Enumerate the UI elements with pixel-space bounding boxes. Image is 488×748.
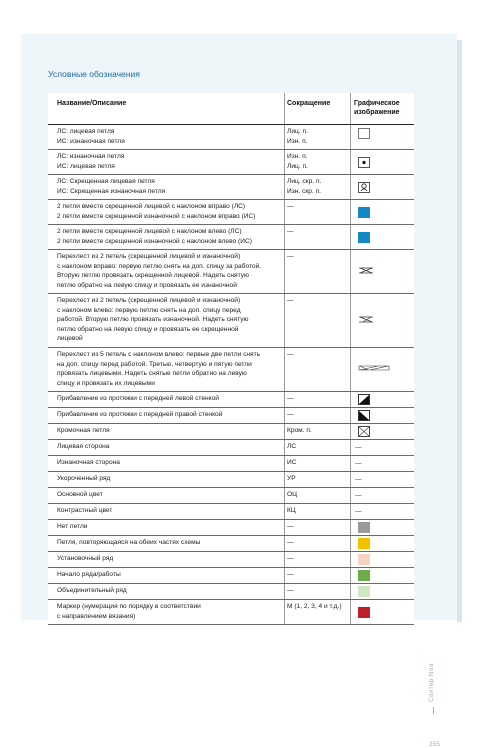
- row-description: [57, 552, 277, 567]
- description-line: ИС: лицевая петля: [57, 162, 115, 170]
- dash-symbol: —: [355, 492, 362, 499]
- row-abbreviation: [284, 440, 343, 455]
- description-line: с наклоном влево: первую петлю снять на доп. спицу перед: [57, 306, 241, 314]
- twisted-stitch-icon: [358, 182, 370, 192]
- row-abbreviation: [284, 584, 343, 599]
- description-line: работой. Вторую петлю провязать изнаночной. Надеть снятую: [57, 316, 249, 324]
- row-abbreviation: [284, 520, 343, 535]
- sidebar-book-title: Свитер Noa: [428, 663, 435, 702]
- table-row: [48, 568, 414, 584]
- description-line: ЛС: лицевая петля: [57, 128, 115, 135]
- row-graphic: [350, 150, 411, 174]
- page-edge-shadow: [457, 40, 462, 622]
- description-line: 2 петли вместе скрещенной изнаночной с наклоном вправо (ИС): [57, 212, 256, 220]
- description-line: Петля, повторяющаяся на обеих частях схемы: [57, 539, 201, 546]
- color-swatch-icon: [358, 607, 370, 618]
- row-description: [57, 520, 277, 535]
- row-graphic: [350, 200, 411, 224]
- abbreviation-line: Кром. п.: [287, 427, 312, 434]
- description-line: Маркер (нумерация по порядку в соответствии: [57, 603, 201, 610]
- row-graphic: [350, 568, 411, 583]
- row-description: [57, 504, 277, 519]
- description-line: Установочный ряд: [57, 555, 114, 562]
- row-description: [57, 125, 277, 149]
- row-graphic: [350, 504, 411, 519]
- abbreviation-line: Лиц. скр. п.: [287, 178, 322, 185]
- abbreviation-line: —: [287, 203, 294, 210]
- table-header: [48, 93, 414, 125]
- row-description: [57, 294, 277, 347]
- table-row: [48, 536, 414, 552]
- row-graphic: [350, 536, 411, 551]
- description-line: на доп. спицу перед работой. Третью, четвертую и пятую петли: [57, 360, 252, 368]
- row-abbreviation: [284, 488, 343, 503]
- row-graphic: [350, 472, 411, 487]
- knit-stitch-icon: [358, 128, 370, 138]
- row-abbreviation: [284, 424, 343, 439]
- description-line: ЛС: изнаночная петля: [57, 153, 125, 160]
- row-graphic: [350, 294, 411, 347]
- row-graphic: [350, 520, 411, 535]
- abbreviation-line: —: [287, 587, 294, 594]
- table-row: [48, 150, 414, 175]
- dash-symbol: —: [355, 444, 362, 451]
- row-description: [57, 536, 277, 551]
- abbreviation-line: Лиц. п.: [287, 128, 308, 135]
- table-row: [48, 600, 414, 625]
- row-description: [57, 568, 277, 583]
- row-abbreviation: [284, 536, 343, 551]
- abbreviation-line: Изн. п.: [287, 137, 308, 145]
- abbreviation-line: ИС: [287, 459, 297, 466]
- description-line: Прибавление из протяжки с передней правой стенкой: [57, 411, 223, 418]
- row-abbreviation: [284, 392, 343, 407]
- row-description: [57, 392, 277, 407]
- row-abbreviation: [284, 552, 343, 567]
- abbreviation-line: ОЦ: [287, 491, 298, 498]
- description-line: Перехлест из 2 петель (скрещенной лицевой и изнаночной): [57, 297, 241, 304]
- page-number: 255: [429, 741, 440, 748]
- description-line: ИС: изнаночная петля: [57, 137, 125, 145]
- row-description: [57, 488, 277, 503]
- abbreviation-line: —: [287, 571, 294, 578]
- description-line: Лицевая сторона: [57, 443, 110, 450]
- table-row: [48, 488, 414, 504]
- dash-symbol: —: [355, 508, 362, 515]
- table-row: [48, 408, 414, 424]
- row-graphic: [350, 392, 411, 407]
- table-row: [48, 348, 414, 392]
- row-abbreviation: [284, 175, 343, 199]
- row-description: [57, 150, 277, 174]
- row-graphic: [350, 250, 411, 293]
- table-row: [48, 584, 414, 600]
- header-abbr: Сокращение: [284, 93, 343, 124]
- description-line: с направлением вязания): [57, 612, 136, 620]
- color-swatch-icon: [358, 570, 370, 581]
- description-line: петлю обратно на левую спицу и провязать ее скрещенной: [57, 325, 239, 333]
- increase-left-icon: [358, 394, 370, 404]
- row-abbreviation: [284, 294, 343, 347]
- abbreviation-line: М (1, 2, 3, 4 и т.д.): [287, 603, 342, 610]
- abbreviation-line: Изн. скр. п.: [287, 187, 321, 195]
- blue-square-icon: [358, 207, 370, 218]
- table-row: [48, 456, 414, 472]
- sidebar-divider: [433, 707, 434, 714]
- description-line: Прибавление из протяжки с передней левой стенкой: [57, 395, 219, 402]
- abbreviation-line: —: [287, 228, 294, 235]
- description-line: Перехлест из 5 петель с наклоном влево: первые две петли снять: [57, 351, 261, 358]
- table-row: [48, 175, 414, 200]
- table-row: [48, 520, 414, 536]
- table-row: [48, 200, 414, 225]
- selvedge-icon: [358, 426, 370, 436]
- table-row: [48, 504, 414, 520]
- description-line: 2 петли вместе скрещенной изнаночной с наклоном влево (ИС): [57, 237, 252, 245]
- row-graphic: [350, 408, 411, 423]
- row-description: [57, 200, 277, 224]
- section-title: Условные обозначения: [48, 69, 140, 79]
- row-graphic: [350, 600, 411, 624]
- description-line: 2 петли вместе скрещенной лицевой с наклоном вправо (ЛС): [57, 203, 246, 210]
- header-name: Название/Описание: [57, 100, 127, 107]
- color-swatch-icon: [358, 586, 370, 597]
- description-line: петлю обратно на левую спицу и провязать ее изнаночной: [57, 281, 237, 289]
- row-description: [57, 584, 277, 599]
- description-line: Изнаночная сторона: [57, 459, 120, 466]
- table-row: [48, 424, 414, 440]
- abbreviation-line: —: [287, 555, 294, 562]
- row-abbreviation: [284, 250, 343, 293]
- abbreviation-line: Изн. п.: [287, 153, 308, 160]
- dash-symbol: —: [355, 476, 362, 483]
- dash-symbol: —: [355, 460, 362, 467]
- abbreviation-line: —: [287, 539, 294, 546]
- description-line: провязать лицевыми. Надеть снятые петли обратно на левую: [57, 370, 247, 378]
- abbreviation-line: Лиц. п.: [287, 162, 308, 170]
- row-graphic: [350, 125, 411, 149]
- table-row: [48, 472, 414, 488]
- row-graphic: [350, 424, 411, 439]
- abbreviation-line: ЛС: [287, 443, 297, 450]
- row-graphic: [350, 440, 411, 455]
- row-graphic: [350, 175, 411, 199]
- row-abbreviation: [284, 600, 343, 624]
- table-row: [48, 250, 414, 294]
- abbreviation-line: —: [287, 253, 294, 260]
- description-line: Перехлест из 2 петель (скрещенной лицевой и изнаночной): [57, 253, 241, 260]
- legend-table: [48, 93, 414, 625]
- color-swatch-icon: [358, 554, 370, 565]
- description-line: Основной цвет: [57, 491, 103, 498]
- table-row: [48, 294, 414, 348]
- row-abbreviation: [284, 225, 343, 249]
- row-graphic: [350, 348, 411, 391]
- row-description: [57, 456, 277, 471]
- row-abbreviation: [284, 125, 343, 149]
- description-line: Кромочная петля: [57, 427, 110, 434]
- color-swatch-icon: [358, 522, 370, 533]
- row-graphic: [350, 552, 411, 567]
- row-abbreviation: [284, 504, 343, 519]
- row-abbreviation: [284, 200, 343, 224]
- row-description: [57, 225, 277, 249]
- blue-square-icon: [358, 232, 370, 243]
- row-graphic: [350, 584, 411, 599]
- row-abbreviation: [284, 408, 343, 423]
- cross-5-icon: [358, 364, 390, 374]
- table-row: [48, 440, 414, 456]
- row-description: [57, 175, 277, 199]
- row-description: [57, 348, 277, 391]
- increase-right-icon: [358, 410, 370, 420]
- purl-stitch-icon: [358, 157, 370, 167]
- description-line: Контрастный цвет: [57, 507, 113, 514]
- cross-left-icon: [358, 315, 374, 325]
- table-row: [48, 392, 414, 408]
- description-line: ЛС: Скрещенная лицевая петля: [57, 178, 155, 185]
- description-line: спицу и провязать их лицевыми: [57, 379, 155, 387]
- row-description: [57, 600, 277, 624]
- description-line: Укороченный ряд: [57, 475, 111, 482]
- table-row: [48, 125, 414, 150]
- row-abbreviation: [284, 150, 343, 174]
- abbreviation-line: —: [287, 523, 294, 530]
- row-graphic: [350, 456, 411, 471]
- description-line: ИС: Скрещенная изнаночная петля: [57, 187, 166, 195]
- description-line: Вторую петлю провязать скрещенной лицевой. Надеть снятую: [57, 272, 249, 280]
- color-swatch-icon: [358, 538, 370, 549]
- row-description: [57, 408, 277, 423]
- table-row: [48, 552, 414, 568]
- row-abbreviation: [284, 456, 343, 471]
- row-description: [57, 440, 277, 455]
- row-description: [57, 250, 277, 293]
- abbreviation-line: —: [287, 351, 294, 358]
- cross-right-icon: [358, 266, 374, 276]
- description-line: 2 петли вместе скрещенной лицевой с наклоном влево (ЛС): [57, 228, 242, 235]
- row-abbreviation: [284, 472, 343, 487]
- description-line: Объединительный ряд: [57, 587, 127, 594]
- row-graphic: [350, 225, 411, 249]
- abbreviation-line: УР: [287, 475, 296, 482]
- description-line: с наклоном вправо: первую петлю снять на доп. спицу за работой.: [57, 262, 262, 270]
- abbreviation-line: —: [287, 297, 294, 304]
- row-abbreviation: [284, 348, 343, 391]
- row-description: [57, 472, 277, 487]
- table-row: [48, 225, 414, 250]
- row-graphic: [350, 488, 411, 503]
- description-line: Начало ряда/работы: [57, 571, 121, 578]
- abbreviation-line: —: [287, 395, 294, 402]
- row-description: [57, 424, 277, 439]
- description-line: Нет петли: [57, 523, 88, 530]
- row-abbreviation: [284, 568, 343, 583]
- header-graphic: Графическое изображение: [350, 93, 414, 124]
- description-line: лицевой: [57, 335, 83, 343]
- abbreviation-line: —: [287, 411, 294, 418]
- abbreviation-line: КЦ: [287, 507, 296, 514]
